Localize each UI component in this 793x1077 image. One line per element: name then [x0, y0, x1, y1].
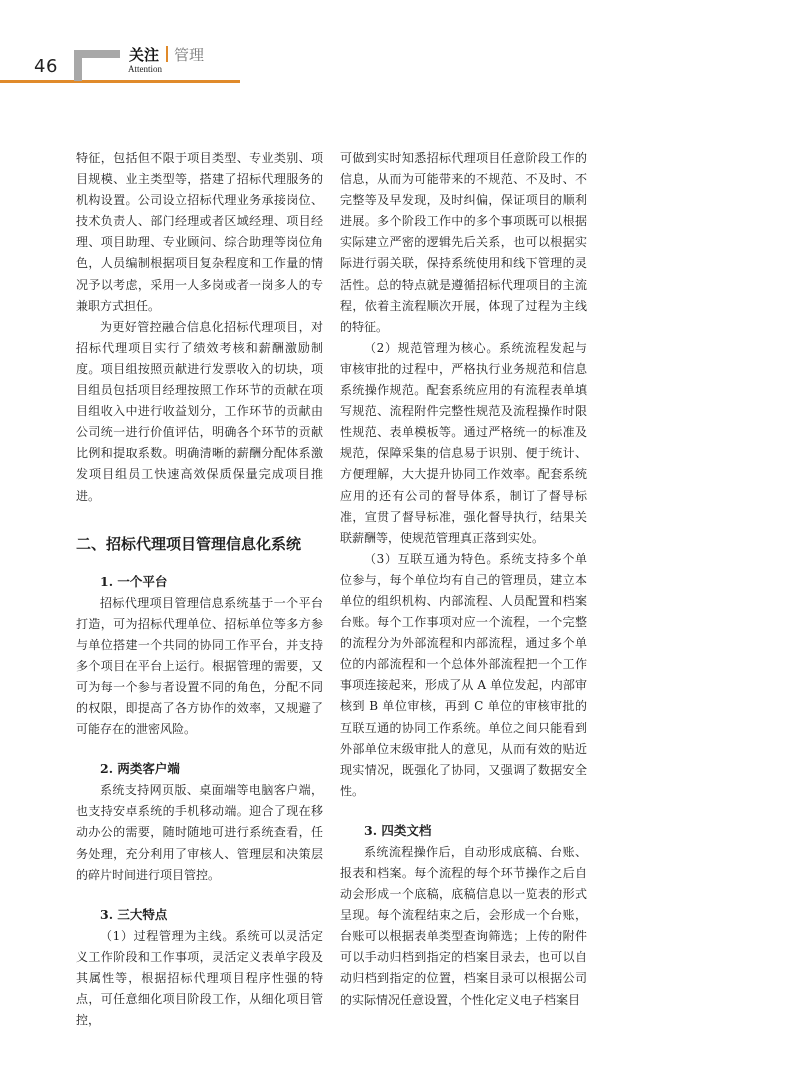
paragraph: 特征，包括但不限于项目类型、专业类别、项目规模、业主类型等，搭建了招标代理服务的机构设置。公司设立招标代理业务承接岗位、技术负责人、部门经理或者区域经理、项目经理、项目助理、专业顾问、综合助理等岗位角色，人员编制根据项目复杂程度和工作量的情况予以考虑，采用一人多岗或者一岗多人的专兼职方式担任。: [76, 151, 323, 313]
paragraph: 系统支持网页版、桌面端等电脑客户端，也支持安卓系统的手机移动端。迎合了现在移动办公的需要，随时随地可进行系统查看，任务处理，充分利用了审核人、管理层和决策层的碎片时间进行项目管控。: [76, 783, 323, 882]
paragraph: （3）互联互通为特色。系统支持多个单位参与，每个单位均有自己的管理员，建立本单位的组织机构、内部流程、人员配置和档案台账。每个工作事项对应一个流程，一个完整的流程分为外部流程和内部流程，通过多个单位的内部流程和一个总体外部流程把一个工作事项连接起来，形成了从 A 单位发起，内部审核到 B 单位审核，再到 C 单位的审核审批的互联互通的协同工作系统。单位之间只能看到外部单位末级审批人的意见，从而有效的贴近现实情况，既强化了协同，又强调了数据安全性。: [340, 551, 587, 798]
subsection-heading: 3. 四类文档: [364, 822, 432, 838]
section-title: 关注: [129, 46, 160, 64]
paragraph: （2）规范管理为核心。系统流程发起与审核审批的过程中，严格执行业务规范和信息系统操作规范。配套系统应用的有流程表单填写规范、流程附件完整性规范及流程操作时限性规范、表单模板等。通过严格统一的标准及规范，保障采集的信息易于识别、便于统计、方便理解，大大提升协同工作效率。配套系统应用的还有公司的督导体系，制订了督导标准，宣贯了督导标准，强化督导执行，结果关联薪酬等，使规范管理真正落到实处。: [340, 340, 587, 545]
section-subtitle: 管理: [174, 46, 205, 64]
subsection-heading: 2. 两类客户端: [100, 761, 180, 777]
paragraph: 为更好管控融合信息化招标代理项目，对招标代理项目实行了绩效考核和薪酬激励制度。项目组按照贡献进行发票收入的切块，项目组员包括项目经理按照工作环节的贡献在项目组收入中进行收益划分，工作环节的贡献由公司统一进行价值评估，明确各个环节的贡献比例和提取系数。明确清晰的薪酬分配体系激发项目组员工快速高效保质保量完成项目推进。: [76, 319, 323, 503]
paragraph: 系统流程操作后，自动形成底稿、台账、报表和档案。每个流程的每个环节操作之后自动会形成一个底稿，底稿信息以一览表的形式呈现。每个流程结束之后，会形成一个台账，台账可以根据表单类型查询筛选；上传的附件可以手动归档到指定的档案目录去，也可以自动归档到指定的位置，档案目录可以根据公司的实际情况任意设置，个性化定义电子档案目: [340, 844, 587, 1007]
header-accent-rule: [0, 80, 240, 83]
paragraph: （1）过程管理为主线。系统可以灵活定义工作阶段和工作事项，灵活定义表单字段及其属性等，根据招标代理项目程序性强的特点，可任意细化项目阶段工作，从细化项目管控，: [76, 928, 323, 1028]
header-bracket-horizontal: [74, 50, 120, 58]
section-heading: 二、招标代理项目管理信息化系统: [76, 534, 302, 553]
right-column: [340, 148, 587, 1011]
left-column: [76, 148, 323, 1031]
paragraph: 可做到实时知悉招标代理项目任意阶段工作的信息，从而为可能带来的不规范、不及时、不完整等及早发现，及时纠偏，保证项目的顺利进展。多个阶段工作中的多个事项既可以根据实际建立严密的逻辑先后关系，也可以根据实际进行弱关联，保持系统使用和线下管理的灵活性。总的特点就是遵循招标代理项目的主流程，依着主流程顺次开展，体现了过程为主线的特征。: [340, 151, 587, 334]
page-number: 46: [34, 56, 58, 77]
paragraph: 招标代理项目管理信息系统基于一个平台打造，可为招标代理单位、招标单位等多方参与单位搭建一个共同的协同工作平台，并支持多个项目在平台上运行。根据管理的需要，又可为每一个参与者设置不同的角色，分配不同的权限，即提高了各方协作的效率，又规避了可能存在的泄密风险。: [76, 595, 323, 737]
subsection-heading: 3. 三大特点: [100, 906, 168, 922]
section-english-label: Attention: [128, 64, 162, 74]
section-divider: [166, 46, 168, 62]
subsection-heading: 1. 一个平台: [100, 573, 168, 589]
page-header: [0, 0, 793, 90]
